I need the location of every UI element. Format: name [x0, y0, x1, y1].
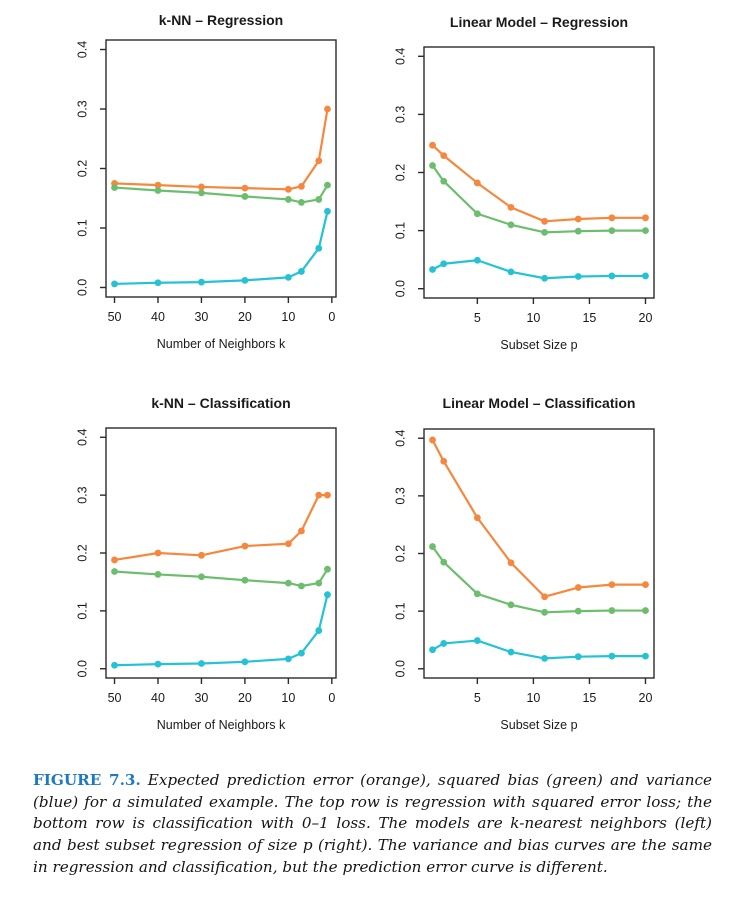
figure-caption-text: Expected prediction error (orange), squared bias (green) and variance (blue) for a simulated example. The top row is regression with squared error loss; the bottom row is classification with 0–1 loss. The models are k-nearest neighbors (left) and best subset regression of size p (right). The variance and bias curves are the same in regression and classification, but the prediction error curve is different. [33, 771, 712, 876]
y-tick-label: 0.2 [393, 544, 408, 563]
data-point-variance [440, 640, 447, 647]
data-point-variance [198, 660, 205, 667]
y-tick-label: 0.0 [393, 280, 408, 298]
data-point-variance [315, 245, 322, 252]
series-variance [111, 591, 331, 668]
y-axis [75, 41, 106, 296]
data-point-variance [575, 273, 582, 280]
series-line-squared-bias [433, 166, 646, 233]
data-point-expected-prediction-error [198, 184, 205, 191]
data-point-expected-prediction-error [508, 559, 515, 566]
data-point-expected-prediction-error [315, 157, 322, 164]
x-axis-label: Subset Size p [500, 338, 578, 352]
data-point-variance [429, 646, 436, 653]
data-point-variance [429, 266, 436, 273]
x-tick-label: 0 [328, 310, 336, 324]
data-point-squared-bias [155, 187, 162, 194]
data-point-variance [242, 277, 249, 284]
data-point-expected-prediction-error [429, 437, 436, 444]
data-point-variance [155, 661, 162, 668]
y-tick-label: 0.4 [393, 429, 408, 447]
data-point-variance [198, 279, 205, 286]
data-point-expected-prediction-error [324, 492, 331, 499]
data-point-expected-prediction-error [111, 557, 118, 564]
series-line-squared-bias [433, 547, 646, 613]
series-line-expected-prediction-error [433, 440, 646, 597]
y-tick-label: 0.2 [75, 544, 90, 562]
data-point-expected-prediction-error [298, 183, 305, 190]
chart-title: k-NN – Regression [158, 12, 284, 28]
y-tick-label: 0.2 [75, 159, 90, 178]
series-line-variance [115, 595, 328, 666]
series-expected-prediction-error [111, 106, 331, 193]
data-point-expected-prediction-error [315, 492, 322, 499]
data-point-variance [315, 627, 322, 634]
data-point-squared-bias [508, 221, 515, 228]
data-point-expected-prediction-error [285, 540, 292, 547]
plot-box [106, 40, 336, 297]
data-point-expected-prediction-error [541, 593, 548, 600]
y-tick-label: 0.1 [75, 602, 90, 620]
series-variance [111, 208, 331, 287]
chart-linear-model-regression [373, 0, 745, 375]
x-tick-label: 10 [526, 691, 541, 705]
series-expected-prediction-error [429, 142, 649, 225]
data-point-squared-bias [324, 182, 331, 189]
x-axis [108, 678, 336, 705]
data-point-variance [608, 653, 615, 660]
data-point-expected-prediction-error [429, 142, 436, 149]
chart-knn-regression [0, 0, 372, 375]
x-tick-label: 40 [151, 691, 165, 705]
data-point-squared-bias [198, 573, 205, 580]
data-point-squared-bias [111, 568, 118, 575]
series-line-squared-bias [115, 569, 328, 586]
data-point-variance [285, 656, 292, 663]
y-tick-label: 0.3 [393, 487, 408, 505]
series-line-expected-prediction-error [115, 495, 328, 560]
chart-title: Linear Model – Regression [449, 14, 629, 30]
x-tick-label: 0 [328, 691, 336, 705]
data-point-squared-bias [285, 196, 292, 203]
data-point-expected-prediction-error [541, 218, 548, 225]
figure-caption [33, 770, 712, 879]
x-axis [108, 297, 336, 324]
x-tick-label: 40 [151, 310, 165, 324]
y-axis [393, 429, 424, 677]
data-point-variance [474, 257, 481, 264]
data-point-squared-bias [541, 229, 548, 236]
data-point-variance [440, 260, 447, 267]
data-point-squared-bias [440, 559, 447, 566]
y-tick-label: 0.0 [393, 660, 408, 678]
y-tick-label: 0.4 [75, 40, 90, 59]
data-point-expected-prediction-error [474, 180, 481, 187]
data-point-variance [541, 275, 548, 282]
y-tick-label: 0.1 [393, 602, 408, 620]
data-point-squared-bias [429, 162, 436, 169]
y-tick-label: 0.0 [75, 278, 90, 297]
plot-box [106, 428, 336, 678]
y-tick-label: 0.2 [393, 163, 408, 182]
data-point-squared-bias [315, 196, 322, 203]
x-tick-label: 10 [281, 310, 296, 324]
series-expected-prediction-error [429, 437, 649, 601]
x-tick-label: 20 [237, 691, 252, 705]
data-point-expected-prediction-error [575, 216, 582, 223]
x-axis-label: Subset Size p [500, 718, 578, 732]
data-point-variance [324, 591, 331, 598]
series-line-expected-prediction-error [115, 109, 328, 189]
data-point-variance [298, 650, 305, 657]
data-point-squared-bias [155, 571, 162, 578]
x-tick-label: 10 [281, 691, 296, 705]
data-point-squared-bias [642, 607, 649, 614]
series-variance [429, 257, 649, 282]
y-tick-label: 0.1 [393, 221, 408, 240]
figure-caption-label: FIGURE 7.3. [33, 771, 141, 789]
data-point-variance [508, 268, 515, 275]
data-point-squared-bias [298, 583, 305, 590]
data-point-squared-bias [429, 543, 436, 550]
data-point-expected-prediction-error [440, 458, 447, 465]
y-axis [75, 429, 106, 678]
series-line-variance [115, 211, 328, 284]
y-tick-label: 0.1 [75, 219, 90, 237]
y-tick-label: 0.3 [75, 100, 90, 118]
data-point-expected-prediction-error [198, 552, 205, 559]
y-tick-label: 0.3 [393, 105, 408, 124]
series-variance [429, 637, 649, 662]
data-point-squared-bias [474, 590, 481, 597]
x-tick-label: 20 [237, 310, 252, 324]
plot-box [424, 429, 654, 678]
x-tick-label: 15 [582, 691, 597, 705]
data-point-squared-bias [111, 184, 118, 191]
y-axis [393, 48, 424, 298]
data-point-squared-bias [298, 199, 305, 206]
data-point-expected-prediction-error [508, 204, 515, 211]
chart-title: k-NN – Classification [151, 395, 291, 411]
data-point-squared-bias [541, 609, 548, 616]
data-point-expected-prediction-error [242, 543, 249, 550]
chart-title: Linear Model – Classification [442, 395, 636, 411]
x-axis [474, 298, 653, 325]
data-point-squared-bias [242, 193, 249, 200]
chart-knn-classification [0, 380, 372, 755]
data-point-expected-prediction-error [575, 584, 582, 591]
data-point-expected-prediction-error [642, 214, 649, 221]
y-tick-label: 0.4 [75, 428, 90, 446]
data-point-variance [242, 658, 249, 665]
x-tick-label: 50 [107, 691, 122, 705]
series-squared-bias [111, 566, 331, 590]
data-point-variance [474, 637, 481, 644]
x-axis-label: Number of Neighbors k [156, 718, 286, 732]
data-point-variance [155, 279, 162, 286]
x-axis-label: Number of Neighbors k [156, 337, 286, 351]
y-tick-label: 0.4 [393, 47, 408, 65]
x-tick-label: 10 [526, 311, 541, 325]
series-squared-bias [429, 162, 649, 236]
data-point-expected-prediction-error [474, 514, 481, 521]
data-point-variance [111, 281, 118, 288]
series-squared-bias [429, 543, 649, 616]
data-point-variance [608, 273, 615, 280]
data-point-squared-bias [608, 227, 615, 234]
data-point-expected-prediction-error [324, 106, 331, 113]
x-tick-label: 30 [194, 691, 209, 705]
x-tick-label: 20 [638, 311, 653, 325]
data-point-squared-bias [285, 580, 292, 587]
data-point-squared-bias [608, 607, 615, 614]
data-point-expected-prediction-error [155, 550, 162, 557]
x-axis [474, 678, 653, 705]
series-expected-prediction-error [111, 492, 331, 564]
data-point-squared-bias [575, 228, 582, 235]
data-point-variance [111, 662, 118, 669]
data-point-squared-bias [474, 210, 481, 217]
series-line-expected-prediction-error [433, 145, 646, 221]
data-point-squared-bias [575, 608, 582, 615]
x-tick-label: 50 [107, 310, 122, 324]
data-point-variance [642, 653, 649, 660]
data-point-squared-bias [242, 577, 249, 584]
chart-linear-model-classification [373, 380, 745, 755]
y-tick-label: 0.3 [75, 486, 90, 504]
data-point-squared-bias [642, 227, 649, 234]
x-tick-label: 15 [582, 311, 597, 325]
data-point-expected-prediction-error [608, 581, 615, 588]
x-tick-label: 30 [194, 310, 209, 324]
data-point-expected-prediction-error [440, 152, 447, 159]
data-point-variance [642, 273, 649, 280]
x-tick-label: 5 [473, 311, 481, 325]
data-point-squared-bias [198, 189, 205, 196]
data-point-expected-prediction-error [285, 186, 292, 193]
data-point-expected-prediction-error [608, 214, 615, 221]
data-point-variance [324, 208, 331, 215]
data-point-variance [285, 274, 292, 281]
data-point-expected-prediction-error [242, 185, 249, 192]
data-point-squared-bias [440, 178, 447, 185]
data-point-variance [575, 653, 582, 660]
data-point-squared-bias [315, 580, 322, 587]
y-tick-label: 0.0 [75, 660, 90, 678]
data-point-variance [508, 649, 515, 656]
x-tick-label: 5 [473, 691, 481, 705]
data-point-expected-prediction-error [298, 528, 305, 535]
x-tick-label: 20 [638, 691, 653, 705]
data-point-squared-bias [508, 601, 515, 608]
data-point-squared-bias [324, 566, 331, 573]
data-point-variance [541, 655, 548, 662]
data-point-variance [298, 268, 305, 275]
plot-box [424, 47, 654, 298]
data-point-expected-prediction-error [642, 581, 649, 588]
